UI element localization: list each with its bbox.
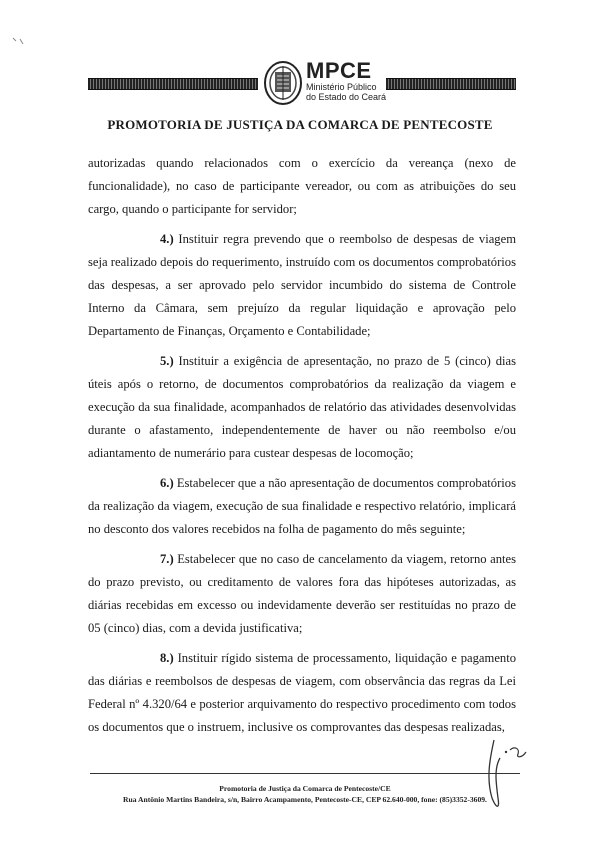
item-8 xyxy=(88,647,516,739)
item-number: 5.) xyxy=(160,354,174,368)
document-body xyxy=(88,152,516,746)
item-5 xyxy=(88,350,516,465)
logo-subtitle-line1: Ministério Público xyxy=(306,82,377,92)
item-text: Instituir rígido sistema de processamento, liquidação e pagamento das diárias e reembolsos de despesas de viagem, com observância das regras da Lei Federal nº 4.320/64 e posterior arquivamento do respectivo procedimento com todos os documentos que o instruem, inclusive os comprovantes das despesas realizadas, xyxy=(88,651,516,734)
item-4 xyxy=(88,228,516,343)
item-text: Estabelecer que a não apresentação de documentos comprobatórios da realização da viagem, execução de sua finalidade e respectivo relatório, implicará no desconto dos valores recebidos na folha de pagamento do mês seguinte; xyxy=(88,476,516,536)
logo-name: MPCE xyxy=(306,58,372,83)
letterhead-bar-left xyxy=(88,78,258,90)
mpce-emblem-icon xyxy=(263,60,303,106)
item-7 xyxy=(88,548,516,640)
item-6 xyxy=(88,472,516,541)
item-number: 7.) xyxy=(160,552,174,566)
item-number: 4.) xyxy=(160,232,174,246)
logo-subtitle-line2: do Estado do Ceará xyxy=(306,92,387,102)
mpce-logo-text xyxy=(306,60,386,102)
footer-divider xyxy=(90,773,520,774)
footer-office: Promotoria de Justiça da Comarca de Pentecoste/CE xyxy=(219,784,391,793)
footer-address: Rua Antônio Martins Bandeira, s/n, Bairro Acampamento, Pentecoste-CE, CEP 62.640-000, fone: (85)3352-3609. xyxy=(123,795,487,804)
scan-speck-icon xyxy=(12,36,26,46)
handwritten-signature-icon xyxy=(476,738,546,818)
letterhead xyxy=(0,52,600,112)
item-number: 6.) xyxy=(160,476,174,490)
item-text: Estabelecer que no caso de cancelamento da viagem, retorno antes do prazo previsto, ou creditamento de valores fora das hipóteses autorizadas, as diárias recebidas em excesso ou indevidamente deverão ser restituídas no prazo de 05 (cinco) dias, com a devida justificativa; xyxy=(88,552,516,635)
item-number: 8.) xyxy=(160,651,174,665)
office-title: PROMOTORIA DE JUSTIÇA DA COMARCA DE PENTECOSTE xyxy=(107,117,493,132)
item-text: Instituir a exigência de apresentação, no prazo de 5 (cinco) dias úteis após o retorno, de documentos comprobatórios da realização da viagem e execução da sua finalidade, acompanhados de relatório das atividades desenvolvidas durante o afastamento, independentemente de haver ou não reembolso e/ou adiantamento de numerário para custear despesas de locomoção; xyxy=(88,354,516,460)
letterhead-bar-right xyxy=(386,78,516,90)
paragraph-continuation: autorizadas quando relacionados com o exercício da vereança (nexo de funcionalidade), no caso de participante vereador, ou com as atribuições do seu cargo, quando o participante for servidor; xyxy=(88,156,516,216)
item-text: Instituir regra prevendo que o reembolso de despesas de viagem seja realizado depois do requerimento, instruído com os documentos comprobatórios das despesas, a ser aprovado pelo servidor incumbido do sistema de Controle Interno da Câmara, sem prejuízo da regular liquidação e aprovação pelo Departamento de Finanças, Orçamento e Contabilidade; xyxy=(88,232,516,338)
footer xyxy=(60,783,550,805)
